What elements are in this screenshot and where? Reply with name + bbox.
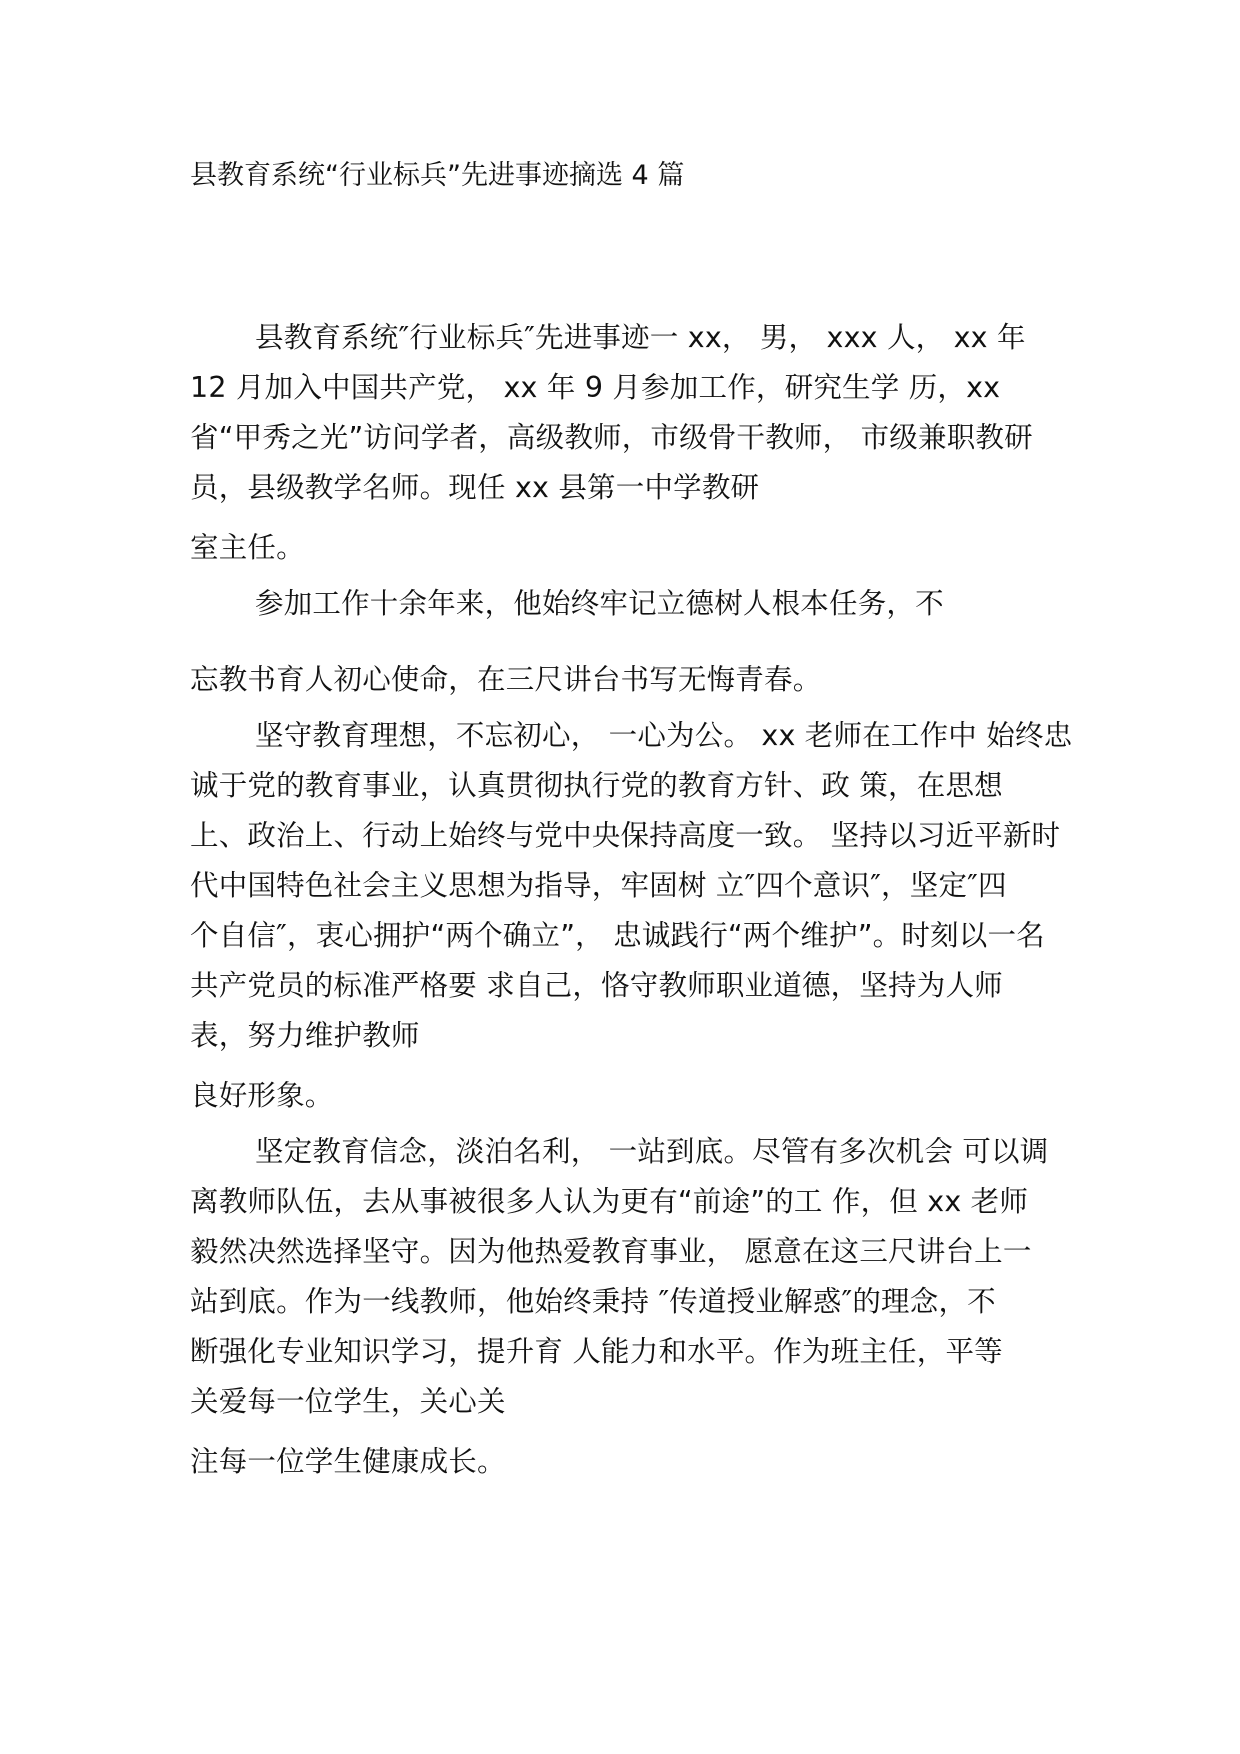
paragraph-7-line-6: 关爱每一位学生，关心关 [190, 1385, 506, 1418]
paragraph-8-line-1: 注每一位学生健康成长。 [190, 1445, 506, 1478]
paragraph-5-line-6: 共产党员的标准严格要 求自己，恪守教师职业道德，坚持为人师 [190, 969, 1003, 1002]
paragraph-5-line-2: 诚于党的教育事业，认真贯彻执行党的教育方针、政 策，在思想 [190, 769, 1003, 802]
document-title: 县教育系统“行业标兵”先进事迹摘选 4 篇 [190, 160, 685, 191]
paragraph-5-line-4: 代中国特色社会主义思想为指导，牢固树 立″四个意识″，坚定″四 [190, 869, 1007, 902]
paragraph-4-line-1: 忘教书育人初心使命，在三尺讲台书写无悔青春。 [190, 663, 822, 696]
paragraph-1-line-1: 县教育系统″行业标兵″先进事迹一 xx， 男， xxx 人， xx 年 [255, 321, 1026, 354]
paragraph-6-line-1: 良好形象。 [190, 1079, 334, 1112]
paragraph-3-line-1: 参加工作十余年来，他始终牢记立德树人根本任务，不 [255, 587, 944, 620]
paragraph-7-line-3: 毅然决然选择坚守。因为他热爱教育事业， 愿意在这三尺讲台上一 [190, 1235, 1032, 1268]
paragraph-7-line-5: 断强化专业知识学习，提升育 人能力和水平。作为班主任，平等 [190, 1335, 1003, 1368]
paragraph-7-line-4: 站到底。作为一线教师，他始终秉持 ″传道授业解惑″的理念，不 [190, 1285, 996, 1318]
paragraph-5-line-3: 上、政治上、行动上始终与党中央保持高度一致。 坚持以习近平新时 [190, 819, 1061, 852]
paragraph-5-line-1: 坚守教育理想，不忘初心， 一心为公。 xx 老师在工作中 始终忠 [255, 719, 1073, 752]
paragraph-1-line-2: 12 月加入中国共产党， xx 年 9 月参加工作，研究生学 历，xx [190, 371, 1001, 404]
paragraph-5-line-5: 个自信″，衷心拥护“两个确立”， 忠诚践行“两个维护”。时刻以一名 [190, 919, 1045, 952]
paragraph-1-line-4: 员，县级教学名师。现任 xx 县第一中学教研 [190, 471, 760, 504]
paragraph-2-line-1: 室主任。 [190, 531, 305, 564]
paragraph-5-line-7: 表，努力维护教师 [190, 1019, 420, 1052]
paragraph-7-line-2: 离教师队伍，去从事被很多人认为更有“前途”的工 作，但 xx 老师 [190, 1185, 1029, 1218]
paragraph-7-line-1: 坚定教育信念，淡泊名利， 一站到底。尽管有多次机会 可以调 [255, 1135, 1049, 1168]
paragraph-1-line-3: 省“甲秀之光”访问学者，高级教师，市级骨干教师， 市级兼职教研 [190, 421, 1033, 454]
